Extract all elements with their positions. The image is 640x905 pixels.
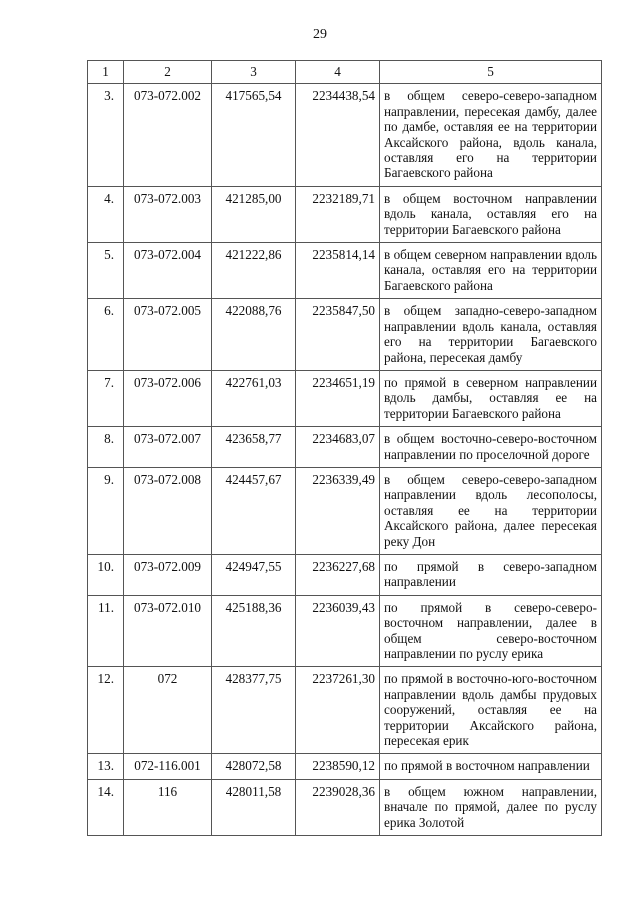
boundary-description: по прямой в восточно-юго-восточном направлении вдоль дамбы прудовых сооружений, оставляя ее на территории Аксайского района, пересекая ерик [380, 667, 602, 754]
point-id: 073-072.007 [124, 427, 212, 468]
boundary-description: по прямой в восточном направлении [380, 754, 602, 779]
coordinate-x: 421222,86 [212, 243, 296, 299]
coordinate-y: 2235847,50 [296, 299, 380, 371]
page-number: 29 [313, 27, 327, 42]
table-row [88, 554, 602, 595]
column-header: 1 [88, 61, 124, 84]
coordinate-y: 2237261,30 [296, 667, 380, 754]
table-row [88, 779, 602, 835]
coordinate-x: 424457,67 [212, 467, 296, 554]
row-number: 3. [88, 84, 124, 186]
column-header: 3 [212, 61, 296, 84]
boundary-description: по прямой в северном направлении вдоль дамбы, оставляя ее на территории Багаевского района [380, 370, 602, 426]
coordinate-x: 428072,58 [212, 754, 296, 779]
boundary-table [87, 60, 602, 836]
point-id: 073-072.006 [124, 370, 212, 426]
row-number: 8. [88, 427, 124, 468]
boundary-description: в общем восточном направлении вдоль канала, оставляя его на территории Багаевского района [380, 186, 602, 242]
coordinate-y: 2234683,07 [296, 427, 380, 468]
row-number: 7. [88, 370, 124, 426]
coordinate-x: 424947,55 [212, 554, 296, 595]
row-number: 13. [88, 754, 124, 779]
table-row [88, 299, 602, 371]
point-id: 073-072.010 [124, 595, 212, 667]
table-row [88, 427, 602, 468]
coordinate-y: 2235814,14 [296, 243, 380, 299]
header-row [88, 61, 602, 84]
boundary-description: в общем восточно-северо-восточном направлении по проселочной дороге [380, 427, 602, 468]
boundary-description: в общем северо-северо-западном направлении, пересекая дамбу, далее по дамбе, оставляя ее на территории Аксайского района, вдоль канала, оставляя его на территории Багаевского района [380, 84, 602, 186]
row-number: 9. [88, 467, 124, 554]
coordinate-y: 2234438,54 [296, 84, 380, 186]
row-number: 6. [88, 299, 124, 371]
row-number: 10. [88, 554, 124, 595]
coordinate-x: 422088,76 [212, 299, 296, 371]
table-row [88, 84, 602, 186]
coordinate-x: 423658,77 [212, 427, 296, 468]
row-number: 12. [88, 667, 124, 754]
coordinate-x: 417565,54 [212, 84, 296, 186]
table-row [88, 754, 602, 779]
row-number: 11. [88, 595, 124, 667]
boundary-description: в общем западно-северо-западном направлении вдоль канала, оставляя его на территории Багаевского района, пересекая дамбу [380, 299, 602, 371]
coordinate-y: 2234651,19 [296, 370, 380, 426]
table-body [88, 84, 602, 836]
coordinate-y: 2236039,43 [296, 595, 380, 667]
point-id: 073-072.009 [124, 554, 212, 595]
table-row [88, 595, 602, 667]
coordinate-x: 425188,36 [212, 595, 296, 667]
coordinate-x: 428011,58 [212, 779, 296, 835]
coordinate-y: 2236227,68 [296, 554, 380, 595]
coordinate-y: 2238590,12 [296, 754, 380, 779]
coordinate-y: 2236339,49 [296, 467, 380, 554]
coordinate-y: 2232189,71 [296, 186, 380, 242]
point-id: 073-072.003 [124, 186, 212, 242]
point-id: 073-072.008 [124, 467, 212, 554]
point-id: 073-072.002 [124, 84, 212, 186]
coordinate-x: 428377,75 [212, 667, 296, 754]
table-row [88, 667, 602, 754]
boundary-description: по прямой в северо-западном направлении [380, 554, 602, 595]
point-id: 073-072.005 [124, 299, 212, 371]
coordinate-x: 421285,00 [212, 186, 296, 242]
row-number: 14. [88, 779, 124, 835]
coordinate-y: 2239028,36 [296, 779, 380, 835]
row-number: 5. [88, 243, 124, 299]
boundary-description: в общем южном направлении, вначале по прямой, далее по руслу ерика Золотой [380, 779, 602, 835]
table-row [88, 243, 602, 299]
point-id: 072 [124, 667, 212, 754]
table-row [88, 467, 602, 554]
point-id: 073-072.004 [124, 243, 212, 299]
table-row [88, 186, 602, 242]
boundary-description: в общем северо-северо-западном направлении вдоль лесополосы, оставляя ее на территории Аксайского района, далее пересекая реку Дон [380, 467, 602, 554]
table-row [88, 370, 602, 426]
point-id: 072-116.001 [124, 754, 212, 779]
coordinate-x: 422761,03 [212, 370, 296, 426]
boundary-description: по прямой в северо-северо-восточном направлении, далее в общем северо-восточном направлении по руслу ерика [380, 595, 602, 667]
column-header: 4 [296, 61, 380, 84]
boundary-description: в общем северном направлении вдоль канала, оставляя его на территории Багаевского района [380, 243, 602, 299]
point-id: 116 [124, 779, 212, 835]
row-number: 4. [88, 186, 124, 242]
column-header: 2 [124, 61, 212, 84]
column-header: 5 [380, 61, 602, 84]
